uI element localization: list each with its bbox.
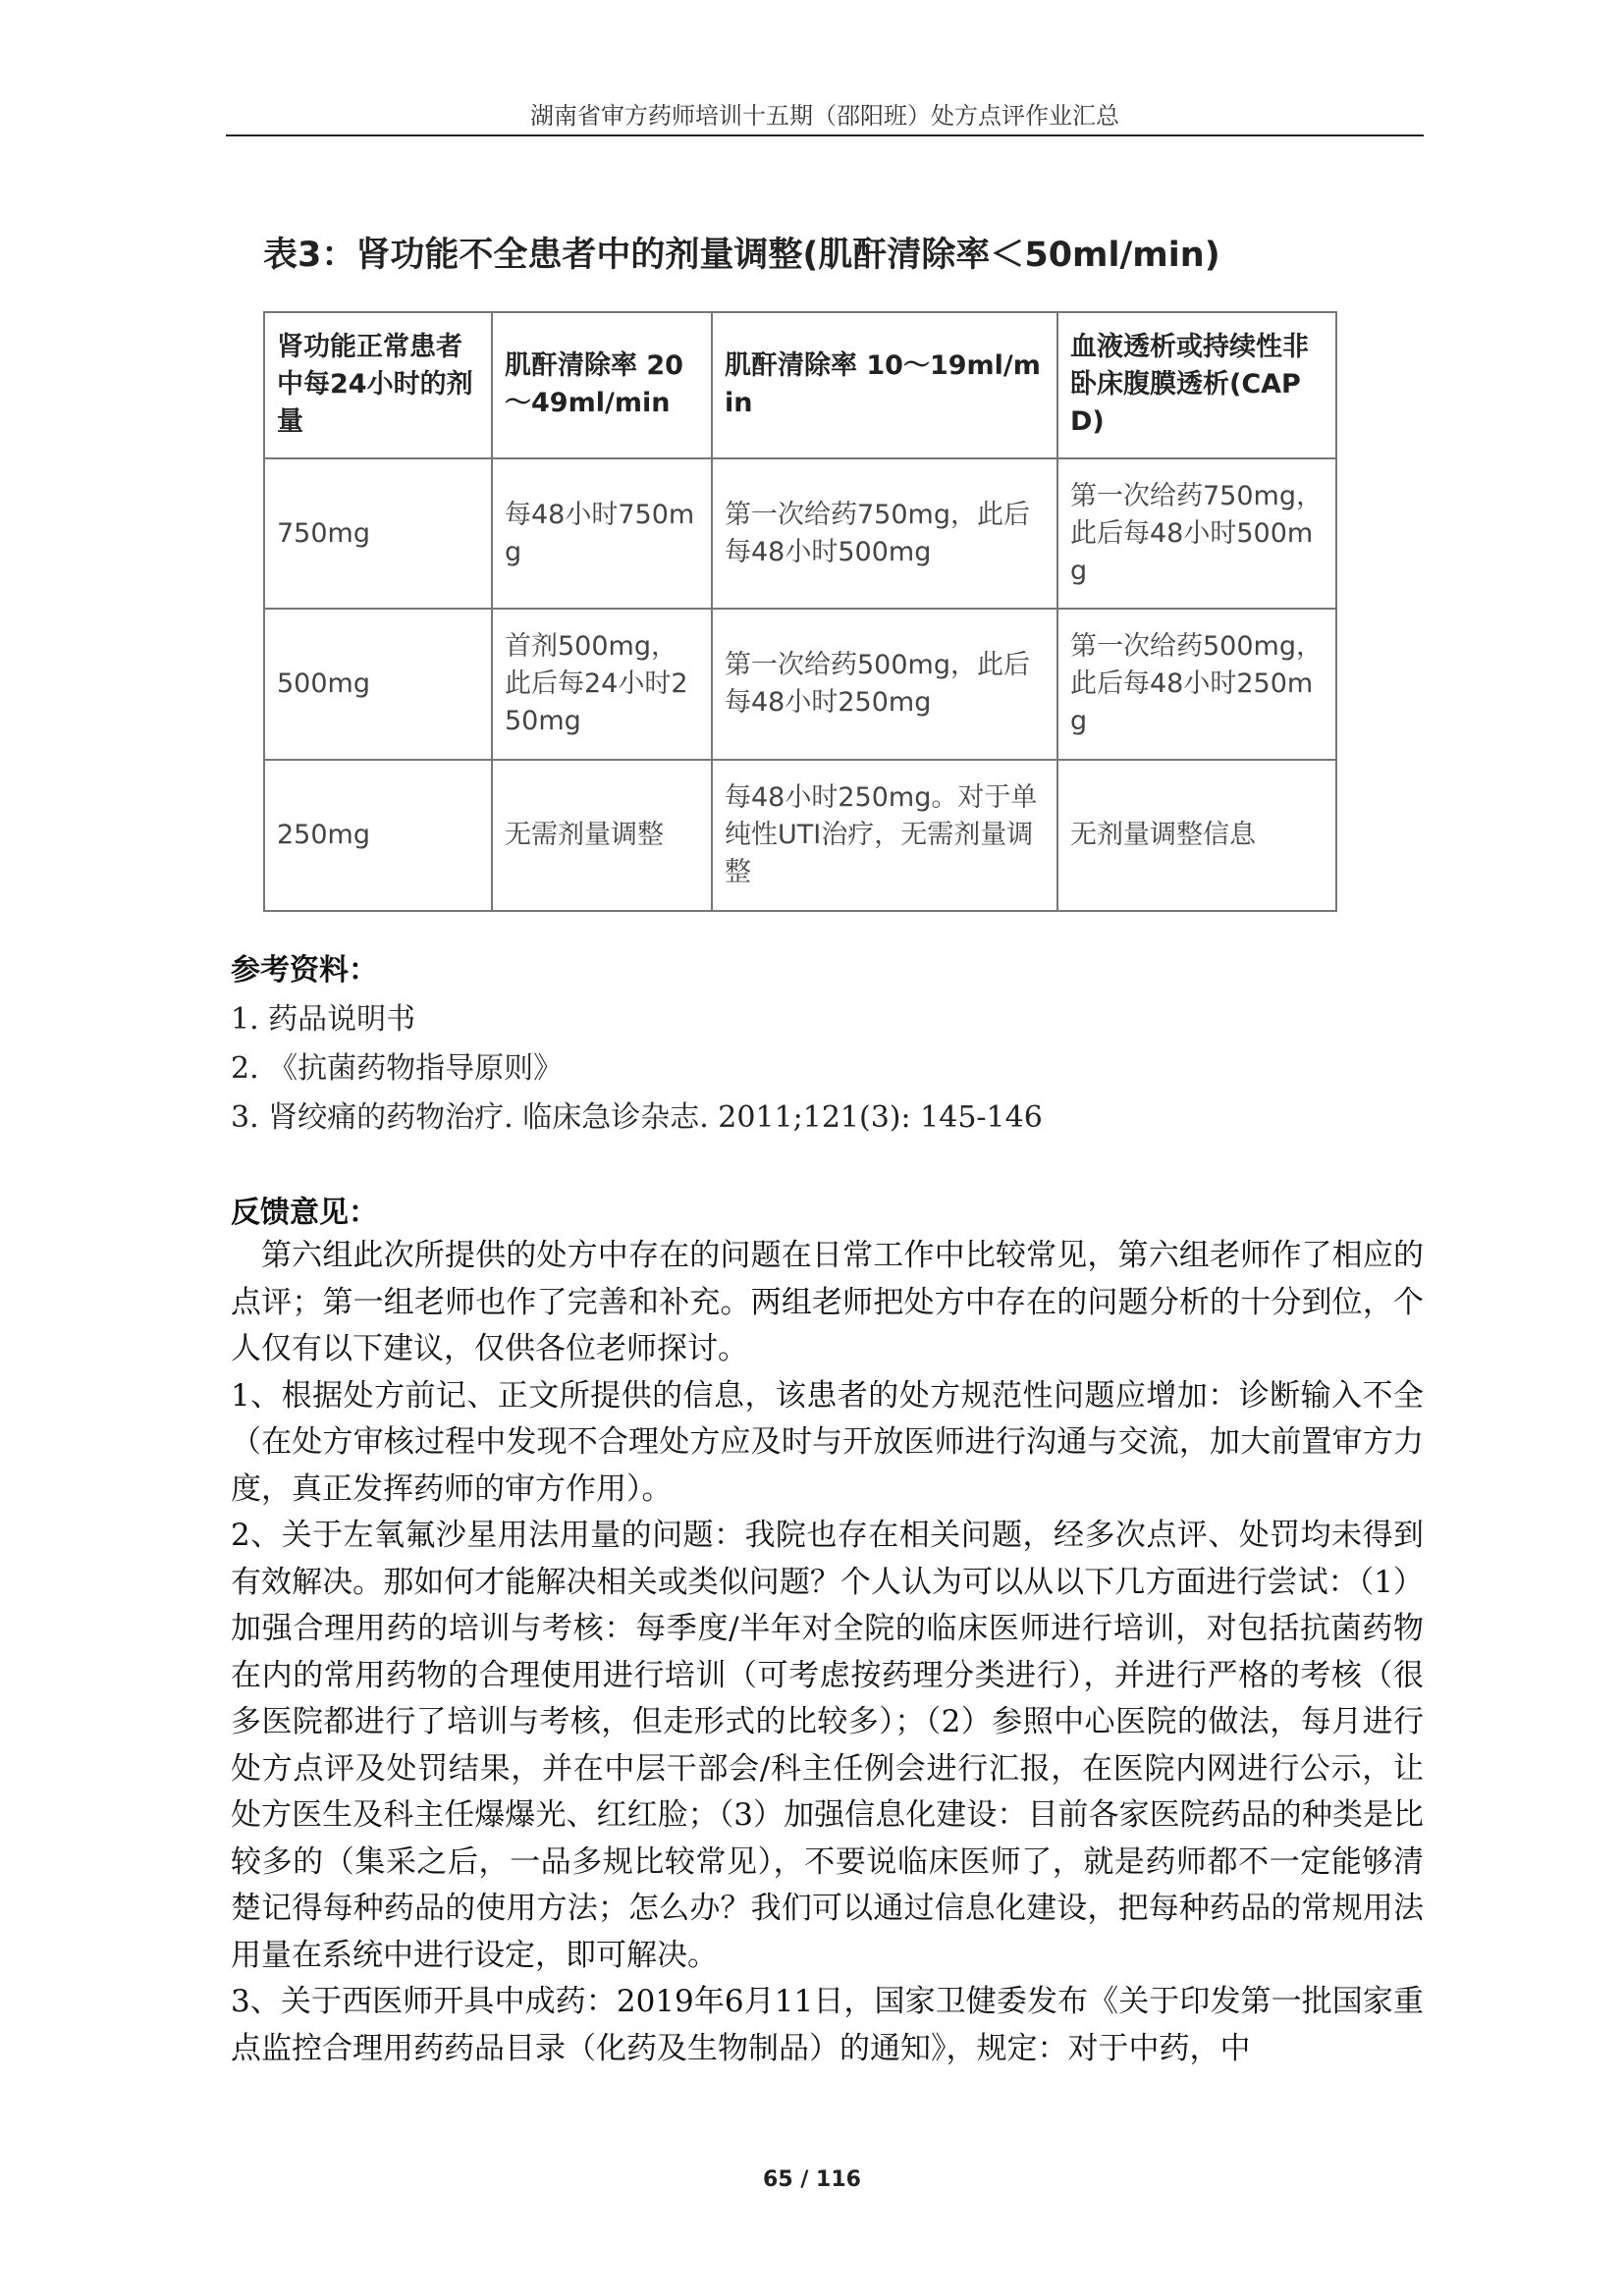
table-cell: 每48小时250mg。对于单纯性UTI治疗，无需剂量调整: [712, 760, 1057, 911]
table-cell: 无剂量调整信息: [1057, 760, 1336, 911]
feedback-paragraph: 3、关于西医师开具中成药：2019年6月11日，国家卫健委发布《关于印发第一批国家重点监控合理用药药品目录（化药及生物制品）的通知》，规定：对于中药，中: [231, 1984, 1424, 2066]
table-cell: 500mg: [264, 609, 492, 760]
table-header-row: [264, 312, 1336, 458]
reference-item: 2. 《抗菌药物指导原则》: [231, 1051, 564, 1086]
header-divider: [226, 134, 1424, 136]
table-cell: 750mg: [264, 458, 492, 610]
feedback-paragraph: 1、根据处方前记、正文所提供的信息，该患者的处方规范性问题应增加：诊断输入不全（在处方审核过程中发现不合理处方应及时与开放医师进行沟通与交流，加大前置审方力度，真正发挥药师的审方作用）。: [231, 1377, 1424, 1507]
dose-adjustment-table: [263, 311, 1337, 912]
table-cell: 第一次给药750mg，此后每48小时500mg: [712, 458, 1057, 610]
table-cell: 每48小时750mg: [492, 458, 712, 610]
table-header-cell: 血液透析或持续性非卧床腹膜透析(CAPD): [1057, 312, 1336, 458]
table-cell: 250mg: [264, 760, 492, 911]
table-header-cell: 肌酐清除率 10～19ml/min: [712, 312, 1057, 458]
reference-item: 1. 药品说明书: [231, 1002, 416, 1037]
table-header-cell: 肌酐清除率 20～49ml/min: [492, 312, 712, 458]
table-row: [264, 609, 1336, 760]
table-row: [264, 760, 1336, 911]
table-caption: 表3：肾功能不全患者中的剂量调整(肌酐清除率＜50ml/min): [263, 236, 1220, 275]
table-cell: 无需剂量调整: [492, 760, 712, 911]
references-heading: 参考资料：: [231, 953, 378, 988]
table-cell: 首剂500mg，此后每24小时250mg: [492, 609, 712, 760]
feedback-paragraph: 第六组此次所提供的处方中存在的问题在日常工作中比较常见，第六组老师作了相应的点评；第一组老师也作了完善和补充。两组老师把处方中存在的问题分析的十分到位，个人仅有以下建议，仅供各位老师探讨。: [231, 1238, 1424, 1366]
table-cell: 第一次给药750mg，此后每48小时500mg: [1057, 458, 1336, 610]
feedback-paragraph: 2、关于左氧氟沙星用法用量的问题：我院也存在相关问题，经多次点评、处罚均未得到有效解决。那如何才能解决相关或类似问题？个人认为可以从以下几方面进行尝试：（1）加强合理用药的培训与考核：每季度/半年对全院的临床医师进行培训，对包括抗菌药物在内的常用药物的合理使用进行培训（可考虑按药理分类进行），并进行严格的考核（很多医院都进行了培训与考核，但走形式的比较多）；（2）参照中心医院的做法，每月进行处方点评及处罚结果，并在中层干部会/科主任例会进行汇报，在医院内网进行公示，让处方医生及科主任爆爆光、红红脸；（3）加强信息化建设：目前各家医院药品的种类是比较多的（集采之后，一品多规比较常见），不要说临床医师了，就是药师都不一定能够清楚记得每种药品的使用方法；怎么办？我们可以通过信息化建设，把每种药品的常规用法用量在系统中进行设定，即可解决。: [231, 1518, 1424, 1973]
page-number: 65 / 116: [763, 2167, 861, 2192]
page-header-title: 湖南省审方药师培训十五期（邵阳班）处方点评作业汇总: [530, 102, 1119, 130]
feedback-body: [231, 1233, 1424, 2072]
reference-item: 3. 肾绞痛的药物治疗. 临床急诊杂志. 2011;121(3): 145-146: [231, 1100, 1043, 1135]
table-row: [264, 458, 1336, 610]
table-cell: 第一次给药500mg，此后每48小时250mg: [712, 609, 1057, 760]
table-cell: 第一次给药500mg，此后每48小时250mg: [1057, 609, 1336, 760]
table-header-cell: 肾功能正常患者中每24小时的剂量: [264, 312, 492, 458]
feedback-heading: 反馈意见：: [231, 1196, 378, 1230]
